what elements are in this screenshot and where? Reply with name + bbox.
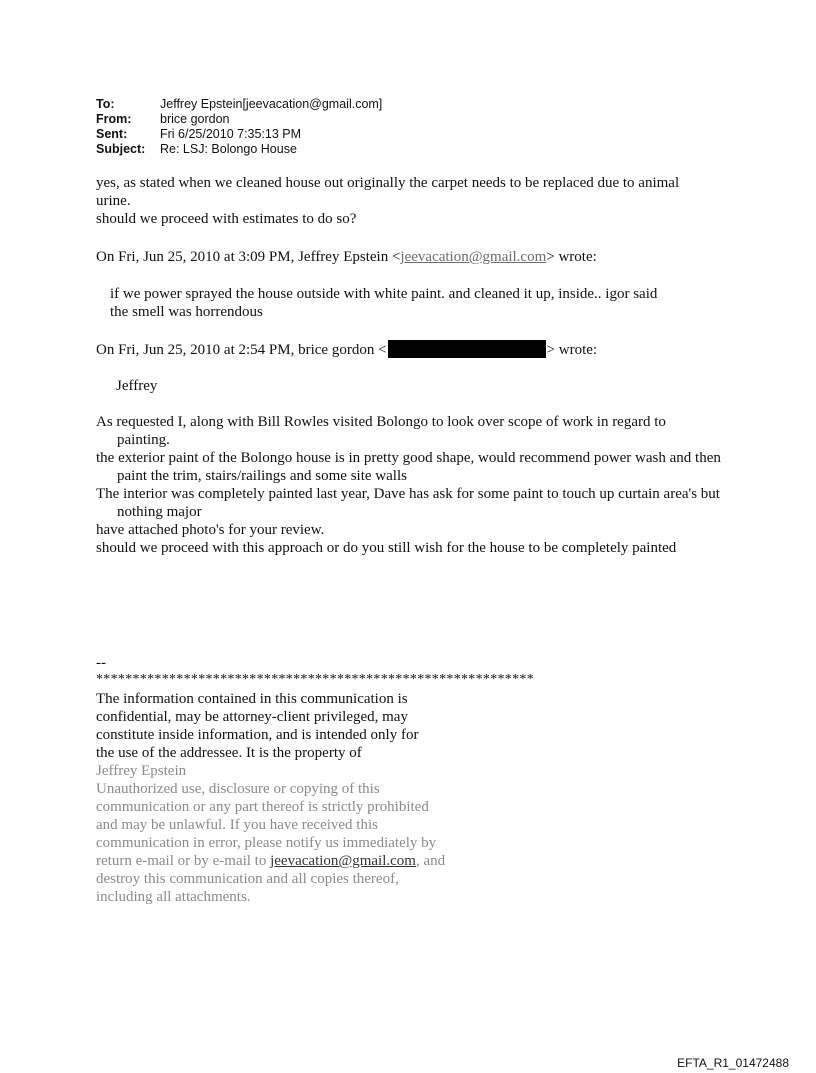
notice-line: constitute inside information, and is intended only for bbox=[96, 727, 419, 743]
email-link[interactable]: jeevacation@gmail.com bbox=[400, 249, 547, 265]
reply-line: yes, as stated when we cleaned house out originally the carpet needs to be replaced due to animal bbox=[96, 175, 680, 191]
email-header bbox=[96, 97, 382, 157]
quote2-paragraph: As requested I, along with Bill Rowles visited Bolongo to look over scope of work in regard to painting. bbox=[96, 414, 666, 448]
redaction-block bbox=[388, 340, 546, 358]
signature-dashes: -- bbox=[96, 655, 106, 671]
quote1-attribution: On Fri, Jun 25, 2010 at 3:09 PM, Jeffrey Epstein <jeevacation@gmail.com> wrote: bbox=[96, 249, 597, 265]
document-id: EFTA_R1_01472488 bbox=[677, 1056, 789, 1070]
notice-line: and may be unlawful. If you have received this bbox=[96, 817, 378, 833]
notice-line: The information contained in this communication is bbox=[96, 691, 408, 707]
quote2-body bbox=[96, 413, 721, 557]
notice-line: the use of the addressee. It is the property of bbox=[96, 745, 362, 761]
reply-line: urine. bbox=[96, 193, 131, 209]
reply-line: should we proceed with estimates to do so? bbox=[96, 211, 357, 227]
quote1-line: if we power sprayed the house outside with white paint. and cleaned it up, inside.. igor said bbox=[110, 286, 658, 302]
sent-value: Fri 6/25/2010 7:35:13 PM bbox=[160, 127, 302, 141]
reply-body bbox=[96, 174, 736, 228]
notice-line: communication or any part thereof is strictly prohibited bbox=[96, 799, 429, 815]
quote2-attribution: On Fri, Jun 25, 2010 at 2:54 PM, brice gordon < > wrote: bbox=[96, 342, 598, 358]
quote2-paragraph: the exterior paint of the Bolongo house is in pretty good shape, would recommend power wash and then paint the trim, stairs/railings and some site walls bbox=[96, 450, 721, 484]
quote1-line: the smell was horrendous bbox=[110, 304, 263, 320]
notice-line: return e-mail or by e-mail to jeevacation@gmail.com, and bbox=[96, 853, 446, 869]
subject-label: Subject: bbox=[96, 142, 146, 156]
subject-value: Re: LSJ: Bolongo House bbox=[160, 142, 297, 156]
from-value: brice gordon bbox=[160, 112, 230, 126]
sent-label: Sent: bbox=[96, 127, 128, 141]
notice-line: Unauthorized use, disclosure or copying of this bbox=[96, 781, 380, 797]
quote1-body bbox=[110, 285, 730, 321]
quote2-greeting: Jeffrey bbox=[116, 378, 158, 394]
notice-line: confidential, may be attorney-client privileged, may bbox=[96, 709, 408, 725]
email-link[interactable]: jeevacation@gmail.com bbox=[270, 853, 416, 869]
to-label: To: bbox=[96, 97, 115, 111]
to-value: Jeffrey Epstein[jeevacation@gmail.com] bbox=[160, 97, 383, 111]
notice-line: including all attachments. bbox=[96, 889, 251, 905]
quote2-paragraph: have attached photo's for your review. bbox=[96, 522, 325, 538]
signature-stars: ************************************************************ bbox=[96, 672, 534, 687]
confidentiality-notice bbox=[96, 690, 445, 906]
notice-line: communication in error, please notify us immediately by bbox=[96, 835, 437, 851]
quote2-paragraph: The interior was completely painted last year, Dave has ask for some paint to touch up curtain area's but nothing major bbox=[96, 486, 720, 520]
from-label: From: bbox=[96, 112, 132, 126]
quote2-paragraph: should we proceed with this approach or do you still wish for the house to be completely painted bbox=[96, 540, 677, 556]
notice-line: destroy this communication and all copies thereof, bbox=[96, 871, 399, 887]
notice-line: Jeffrey Epstein bbox=[96, 763, 187, 779]
